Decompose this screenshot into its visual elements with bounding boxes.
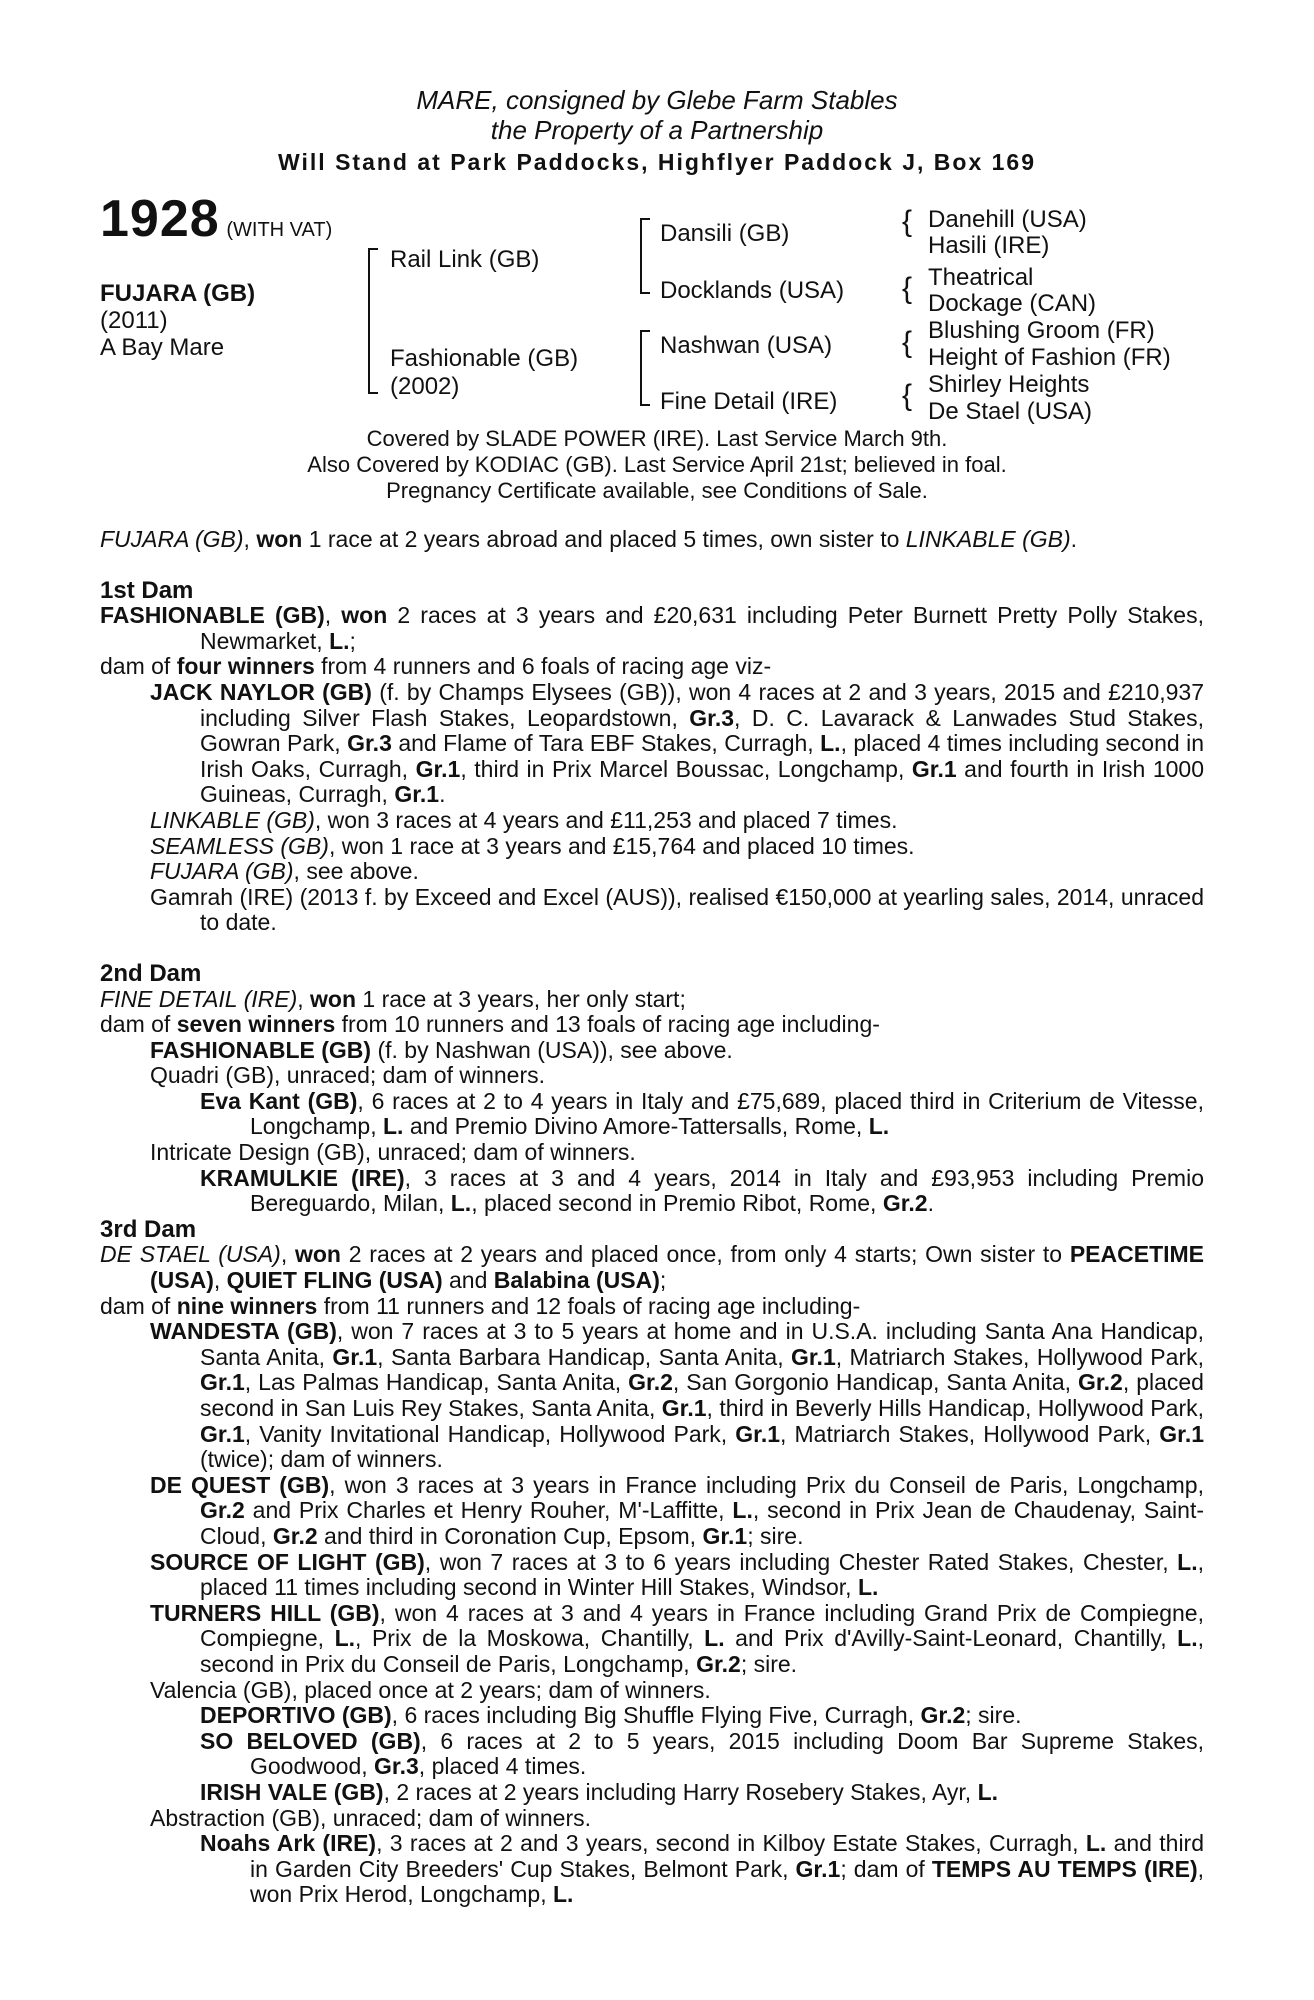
header-line-1: MARE, consigned by Glebe Farm Stables xyxy=(416,85,898,115)
second-dam-produce: dam of seven winners from 10 runners and 13 foals of racing age including- xyxy=(100,1011,880,1038)
lot-number: 1928 xyxy=(100,190,220,248)
pedigree-sire: Rail Link (GB) xyxy=(390,246,540,273)
covering-line-2: Also Covered by KODIAC (GB). Last Service April 21st; believed in foal. xyxy=(307,452,1007,477)
pedigree-sire-sire: Dansili (GB) xyxy=(660,220,790,247)
horse-year: (2011) xyxy=(100,307,168,334)
pedigree-ddd: De Stael (USA) xyxy=(928,398,1093,425)
progeny-intricate-design: Intricate Design (GB), unraced; dam of winners. xyxy=(150,1139,636,1166)
second-dam-record: FINE DETAIL (IRE), won 1 race at 3 years, her only start; xyxy=(100,985,686,1012)
pedigree-dam-dam: Fine Detail (IRE) xyxy=(660,388,838,415)
pedigree-dds: Shirley Heights xyxy=(928,371,1090,398)
horse-desc: A Bay Mare xyxy=(100,334,225,361)
covering-line-3: Pregnancy Certificate available, see Conditions of Sale. xyxy=(386,478,928,503)
progeny-fujara: FUJARA (GB), see above. xyxy=(150,858,419,885)
third-dam-produce: dam of nine winners from 11 runners and 12 foals of racing age including- xyxy=(100,1292,861,1319)
grandprogeny-irish-vale: IRISH VALE (GB), 2 races at 2 years including Harry Rosebery Stakes, Ayr, L. xyxy=(200,1778,999,1805)
pedigree-brace-3b: { xyxy=(902,272,913,305)
progeny-seamless: SEAMLESS (GB), won 1 race at 3 years and £15,764 and placed 10 times. xyxy=(150,832,915,859)
pedigree-brace-3c: { xyxy=(902,326,913,359)
covering-line-1: Covered by SLADE POWER (IRE). Last Service March 9th. xyxy=(366,426,948,451)
pedigree-dam: Fashionable (GB) xyxy=(390,345,579,372)
third-dam-heading: 3rd Dam xyxy=(100,1215,197,1243)
pedigree-brace-3d: { xyxy=(902,379,913,412)
pedigree-brace-2a xyxy=(640,218,650,294)
pedigree-sss: Danehill (USA) xyxy=(928,206,1087,233)
pedigree-brace-3a: { xyxy=(902,205,913,238)
progeny-abstraction: Abstraction (GB), unraced; dam of winners. xyxy=(150,1804,592,1831)
horse-name: FUJARA (GB) xyxy=(100,280,256,307)
pedigree-sire-dam: Docklands (USA) xyxy=(660,277,845,304)
pedigree-brace-1 xyxy=(368,248,378,394)
grandprogeny-noahs-ark: Noahs Ark (IRE), 3 races at 2 and 3 years, second in Kilboy Estate Stakes, Curragh, L. and third in Garden City Breeders' Cup Stakes, Belmont Park, Gr.1; dam of TEMPS AU TEMPS (IRE), won Prix Herod, Longchamp, L. xyxy=(200,1830,1205,1908)
pedigree-brace-2b xyxy=(640,330,650,406)
lot-number-block xyxy=(100,190,333,248)
catalogue-body xyxy=(100,527,1204,1908)
intro-paragraph: FUJARA (GB), won 1 race at 2 years abroad and placed 5 times, own sister to LINKABLE (GB). xyxy=(100,526,1078,552)
progeny-quadri: Quadri (GB), unraced; dam of winners. xyxy=(150,1062,545,1089)
header-line-2: the Property of a Partnership xyxy=(490,115,824,145)
progeny-de-quest: DE QUEST (GB), won 3 races at 3 years in France including Prix du Conseil de Paris, Longchamp, Gr.2 and Prix Charles et Henry Rouher, M'-Laffitte, L., second in Prix Jean de Chaudenay, Saint-Cloud, Gr.2 and third in Coronation Cup, Epsom, Gr.1; sire. xyxy=(150,1471,1204,1549)
first-dam-record: FASHIONABLE (GB), won 2 races at 3 years and £20,631 including Peter Burnett Pretty Polly Stakes, Newmarket, L.; xyxy=(100,602,1204,654)
grandprogeny-kramulkie: KRAMULKIE (IRE), 3 races at 3 and 4 years, 2014 in Italy and £93,953 including Premio Bereguardo, Milan, L., placed second in Premio Ribot, Rome, Gr.2. xyxy=(200,1164,1204,1217)
first-dam-heading: 1st Dam xyxy=(100,576,194,604)
pedigree-sdd: Dockage (CAN) xyxy=(928,290,1097,317)
progeny-source-of-light: SOURCE OF LIGHT (GB), won 7 races at 3 to 6 years including Chester Rated Stakes, Chester, L., placed 11 times including second in Winter Hill Stakes, Windsor, L. xyxy=(150,1548,1204,1601)
third-dam-record: DE STAEL (USA), won 2 races at 2 years and placed once, from only 4 starts; Own sister to PEACETIME (USA), QUIET FLING (USA) and Balabina (USA); xyxy=(100,1241,1205,1294)
progeny-jack-naylor: JACK NAYLOR (GB) (f. by Champs Elysees (GB)), won 4 races at 2 and 3 years, 2015 and £210,937 including Silver Flash Stakes, Leopardstown, Gr.3, D. C. Lavarack & Lanwades Stud Stakes, Gowran Park, Gr.3 and Flame of Tara EBF Stakes, Curragh, L., placed 4 times including second in Irish Oaks, Curragh, Gr.1, third in Prix Marcel Boussac, Longchamp, Gr.1 and fourth in Irish 1000 Guineas, Curragh, Gr.1. xyxy=(150,678,1205,808)
progeny-linkable: LINKABLE (GB), won 3 races at 4 years and £11,253 and placed 7 times. xyxy=(150,806,898,833)
header-line-3: Will Stand at Park Paddocks, Highflyer Paddock J, Box 169 xyxy=(278,149,1036,175)
progeny-fashionable: FASHIONABLE (GB) (f. by Nashwan (USA)), see above. xyxy=(150,1036,733,1063)
second-dam-heading: 2nd Dam xyxy=(100,959,202,987)
grandprogeny-deportivo: DEPORTIVO (GB), 6 races including Big Shuffle Flying Five, Curragh, Gr.2; sire. xyxy=(200,1702,1022,1729)
pedigree-ssd: Hasili (IRE) xyxy=(928,232,1050,259)
pedigree-dam-year: (2002) xyxy=(390,373,460,400)
progeny-wandesta: WANDESTA (GB), won 7 races at 3 to 5 years at home and in U.S.A. including Santa Ana Handicap, Santa Anita, Gr.1, Santa Barbara Handicap, Santa Anita, Gr.1, Matriarch Stakes, Hollywood Park, Gr.1, Las Palmas Handicap, Santa Anita, Gr.2, San Gorgonio Handicap, Santa Anita, Gr.2, placed second in San Luis Rey Stakes, Santa Anita, Gr.1, third in Beverly Hills Handicap, Hollywood Park, Gr.1, Vanity Invitational Handicap, Hollywood Park, Gr.1, Matriarch Stakes, Hollywood Park, Gr.1 (twice); dam of winners. xyxy=(150,1318,1205,1473)
pedigree-dsd: Height of Fashion (FR) xyxy=(928,344,1171,371)
progeny-valencia: Valencia (GB), placed once at 2 years; dam of winners. xyxy=(150,1676,711,1703)
vat-label: (WITH VAT) xyxy=(226,219,333,241)
pedigree-dam-sire: Nashwan (USA) xyxy=(660,332,833,359)
progeny-turners-hill: TURNERS HILL (GB), won 4 races at 3 and 4 years in France including Grand Prix de Compiegne, Compiegne, L., Prix de la Moskowa, Chantilly, L. and Prix d'Avilly-Saint-Leonard, Chantilly, L., second in Prix du Conseil de Paris, Longchamp, Gr.2; sire. xyxy=(150,1599,1204,1677)
pedigree-dss: Blushing Groom (FR) xyxy=(928,317,1155,344)
progeny-gamrah: Gamrah (IRE) (2013 f. by Exceed and Excel (AUS)), realised €150,000 at yearling sales, 2014, unraced to date. xyxy=(150,883,1204,936)
grandprogeny-so-beloved: SO BELOVED (GB), 6 races at 2 to 5 years, 2015 including Doom Bar Supreme Stakes, Goodwood, Gr.3, placed 4 times. xyxy=(200,1727,1204,1780)
grandprogeny-eva-kant: Eva Kant (GB), 6 races at 2 to 4 years in Italy and £75,689, placed third in Criterium de Vitesse, Longchamp, L. and Premio Divino Amore-Tattersalls, Rome, L. xyxy=(200,1087,1204,1140)
first-dam-produce: dam of four winners from 4 runners and 6 foals of racing age viz- xyxy=(100,653,772,680)
pedigree-sds: Theatrical xyxy=(928,264,1034,291)
